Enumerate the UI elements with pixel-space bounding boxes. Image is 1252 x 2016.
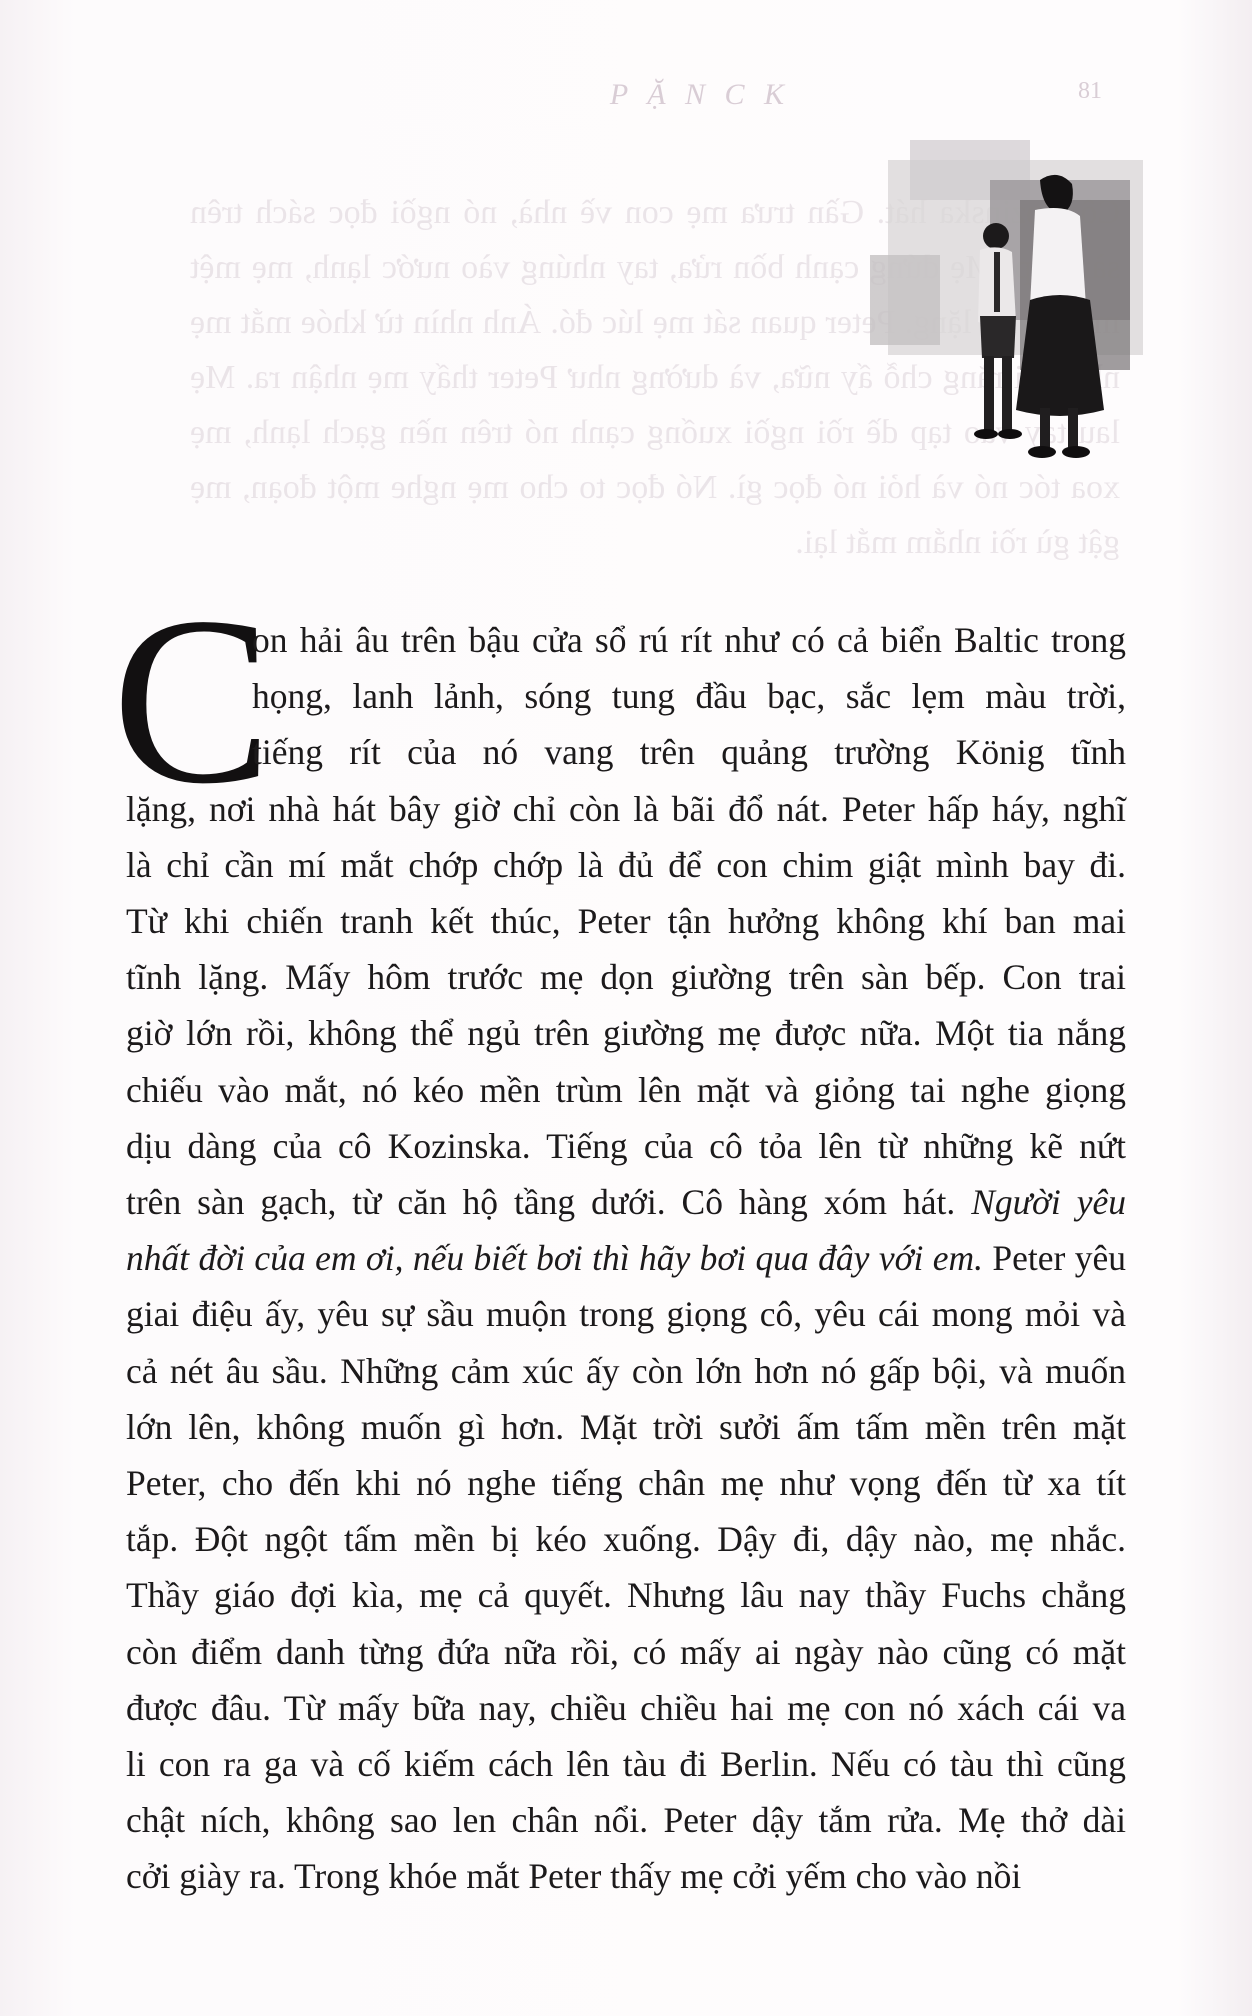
text-line: chiếu vào mắt, nó kéo mền trùm lên mặt và giỏng tai nghe giọng: [126, 1069, 1126, 1110]
text-segment: Peter yêu: [983, 1238, 1127, 1279]
text-line: on hải âu trên bậu cửa sổ rú rít như có cả biển Baltic trong: [252, 620, 1126, 660]
text-line: lớn lên, không muốn gì hơn. Mặt trời sưởi ấm tấm mền trên mặt: [126, 1406, 1126, 1447]
text-line: giai điệu ấy, yêu sự sầu muộn trong giọng cô, yêu cái mong mỏi và: [126, 1294, 1126, 1335]
bleed-through-text: Cô Kozinska hát. Gần trưa mẹ con về nhà, nó ngồi đọc sách trên sàn bếp. Mẹ đứng cạnh bồn rửa, tay nhúng vào nước lạnh, mẹ mệt mỏi và im lặng. Peter quan sát mẹ lúc đó. Ánh nhìn từ khóe mắt mẹ như nói rằng chỗ ấy nữa, và dường như Peter thấy mẹ nhận ra. Mẹ lau tay vào tạp dề rồi ngồi xuống cạnh nó trên nền gạch lạnh, mẹ xoa tóc nó và hỏi nó đọc gì. Nó đọc to cho mẹ nghe một đoạn, mẹ gật gù rồi nhắm mắt lại.: [190, 194, 1120, 561]
text-line: li con ra ga và cố kiếm cách lên tàu đi Berlin. Nếu có tàu thì cũng: [126, 1744, 1126, 1785]
illustration-svg: [870, 140, 1160, 470]
text-line: được đâu. Từ mấy bữa nay, chiều chiều hai mẹ con nó xách cái va: [126, 1687, 1126, 1728]
text-line: tiếng rít của nó vang trên quảng trường König tĩnh: [252, 732, 1126, 773]
text-line: chật ních, không sao len chân nổi. Peter dậy tắm rửa. Mẹ thở dài: [126, 1800, 1126, 1841]
text-line: tắp. Đột ngột tấm mền bị kéo xuống. Dậy đi, dậy nào, mẹ nhắc.: [126, 1519, 1126, 1560]
text-line: cả nét âu sầu. Những cảm xúc ấy còn lớn hơn nó gấp bội, và muốn: [126, 1350, 1126, 1391]
text-line: tĩnh lặng. Mấy hôm trước mẹ dọn giường trên sàn bếp. Con trai: [126, 957, 1126, 998]
text-line: là chỉ cần mí mắt chớp chớp là đủ để con chim giật mình bay đi.: [126, 844, 1126, 885]
text-segment: trên sàn gạch, từ căn hộ tầng dưới. Cô hàng xóm hát.: [126, 1182, 956, 1223]
italic-lyric: Người yêu: [971, 1182, 1127, 1223]
running-head: P Ặ N C K: [609, 78, 791, 111]
text-line: họng, lanh lảnh, sóng tung đầu bạc, sắc lẹm màu trời,: [252, 676, 1126, 717]
text-line: [126, 1174, 1126, 1230]
text-line: giờ lớn rồi, không thể ngủ trên giường mẹ được nữa. Một tia nắng: [126, 1013, 1126, 1054]
text-line: cởi giày ra. Trong khóe mắt Peter thấy mẹ cởi yếm cho vào nồi: [126, 1856, 1022, 1897]
text-line: còn điểm danh từng đứa nữa rồi, có mấy ai ngày nào cũng có mặt: [126, 1631, 1126, 1672]
italic-lyric: nhất đời của em ơi, nếu biết bơi thì hãy bơi qua đây với em.: [126, 1238, 984, 1279]
text-line: [126, 1230, 1126, 1286]
page-number: 81: [1078, 78, 1102, 104]
mother-and-son-illustration-icon: [870, 140, 1160, 470]
text-line: dịu dàng của cô Kozinska. Tiếng của cô tỏa lên từ những kẽ nứt: [126, 1125, 1126, 1166]
text-line: lặng, nơi nhà hát bây giờ chỉ còn là bãi đổ nát. Peter hấp háy, nghĩ: [126, 788, 1126, 829]
text-line: Thầy giáo đợi kìa, mẹ cả quyết. Nhưng lâu nay thầy Fuchs chẳng: [126, 1575, 1126, 1616]
body-text: [126, 612, 1126, 1905]
text-line: Peter, cho đến khi nó nghe tiếng chân mẹ như vọng đến từ xa tít: [126, 1463, 1126, 1504]
drop-cap: C: [112, 567, 273, 833]
text-line: Từ khi chiến tranh kết thúc, Peter tận hưởng không khí ban mai: [126, 901, 1126, 942]
